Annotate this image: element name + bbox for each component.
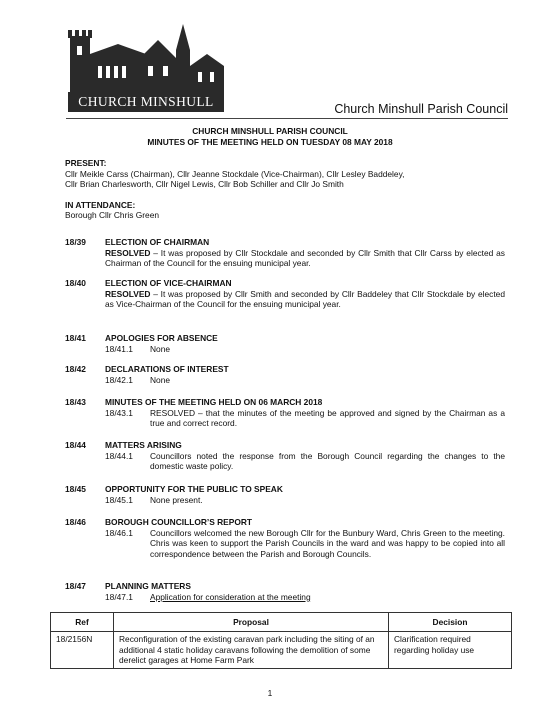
item-number: 18/42 <box>65 364 86 374</box>
sub-item <box>105 375 505 386</box>
item-heading: DECLARATIONS OF INTEREST <box>105 364 229 374</box>
resolved-label: RESOLVED <box>105 288 151 299</box>
attendance-heading: IN ATTENDANCE: <box>65 199 136 210</box>
present-heading: PRESENT: <box>65 158 107 168</box>
sub-item-text: Councillors welcomed the new Borough Cllr for the Bunbury Ward, Chris Green to the meeting. Chris was keen to support the Parish Councils in the ward and was happy to be copied into all correspondence between the Parish and Borough Councils. <box>150 527 505 559</box>
column-header-decision: Decision <box>389 613 512 632</box>
sub-item-text: None present. <box>150 494 203 505</box>
item-heading: OPPORTUNITY FOR THE PUBLIC TO SPEAK <box>105 484 283 494</box>
sub-item <box>105 592 505 603</box>
item-body <box>105 248 505 269</box>
item-number: 18/43 <box>65 397 86 407</box>
church-silhouette-icon <box>68 20 224 92</box>
item-heading: MATTERS ARISING <box>105 440 182 450</box>
present-line-2: Cllr Brian Charlesworth, Cllr Nigel Lewis, Cllr Bob Schiller and Cllr Jo Smith <box>65 179 344 190</box>
cell-proposal: Reconfiguration of the existing caravan park including the siting of an additional 4 static holiday caravans following the demolition of some derelict garages at Home Farm Park <box>114 632 389 668</box>
council-name: Church Minshull Parish Council <box>334 102 508 116</box>
present-line-1: Cllr Meikle Carss (Chairman), Cllr Jeanne Stockdale (Vice-Chairman), Cllr Lesley Baddeley, <box>65 168 405 179</box>
item-heading: ELECTION OF CHAIRMAN <box>105 237 210 247</box>
sub-item-number: 18/44.1 <box>105 450 133 461</box>
minute-item-18-44 <box>65 440 505 472</box>
item-number: 18/39 <box>65 237 86 247</box>
minute-item-18-45 <box>65 484 505 505</box>
sub-item-text: None <box>150 343 171 354</box>
minute-item-18-41 <box>65 333 505 354</box>
item-number: 18/47 <box>65 581 86 591</box>
sub-item-text: Councillors noted the response from the Borough Council regarding the changes to the domestic waste policy. <box>150 450 505 472</box>
document-title <box>0 126 540 148</box>
planning-application-link[interactable]: Application for consideration at the meeting <box>150 591 311 602</box>
minute-item-18-42 <box>65 364 505 385</box>
item-body-text: – It was proposed by Cllr Stockdale and seconded by Cllr Smith that Cllr Carss by elected as Chairman of the Council for the ensuing municipal year. <box>105 247 505 269</box>
title-line-1: CHURCH MINSHULL PARISH COUNCIL <box>192 126 348 136</box>
church-minshull-logo <box>68 20 224 112</box>
title-line-2: MINUTES OF THE MEETING HELD ON TUESDAY 08 MAY 2018 <box>147 137 393 147</box>
column-header-proposal: Proposal <box>114 613 389 632</box>
item-number: 18/46 <box>65 517 86 527</box>
cell-ref: 18/2156N <box>51 632 114 668</box>
attendance-text: Borough Cllr Chris Green <box>65 210 160 221</box>
sub-item <box>105 344 505 355</box>
table-row <box>51 632 512 668</box>
sub-item <box>105 495 505 506</box>
page-number: 1 <box>267 688 273 698</box>
table-header-row <box>51 613 512 632</box>
item-number: 18/45 <box>65 484 86 494</box>
minute-item-18-43 <box>65 397 505 429</box>
logo-text: CHURCH MINSHULL <box>68 92 224 112</box>
sub-item <box>105 528 505 560</box>
sub-item <box>105 408 505 429</box>
sub-item-number: 18/46.1 <box>105 527 133 538</box>
column-header-ref: Ref <box>51 613 114 632</box>
item-number: 18/41 <box>65 333 86 343</box>
item-heading: BOROUGH COUNCILLOR’S REPORT <box>105 517 253 527</box>
minute-item-18-39 <box>65 237 505 269</box>
sub-item-number: 18/47.1 <box>105 591 133 602</box>
sub-item-number: 18/45.1 <box>105 494 133 505</box>
sub-item-text: None <box>150 374 171 385</box>
sub-item-number: 18/43.1 <box>105 407 133 418</box>
minute-item-18-46 <box>65 517 505 559</box>
item-heading: MINUTES OF THE MEETING HELD ON 06 MARCH 2018 <box>105 397 323 407</box>
sub-item-text: RESOLVED – that the minutes of the meeting be approved and signed by the Chairman as a true and correct record. <box>150 407 505 429</box>
item-heading: APOLOGIES FOR ABSENCE <box>105 333 218 343</box>
item-body-text: – It was proposed by Cllr Smith and seconded by Cllr Baddeley that Cllr Stockdale by elected as Vice-Chairman of the Council for the ensuing municipal year. <box>105 288 505 310</box>
item-heading: ELECTION OF VICE-CHAIRMAN <box>105 278 232 288</box>
minute-item-18-47 <box>65 581 505 602</box>
item-heading: PLANNING MATTERS <box>105 581 191 591</box>
planning-table <box>50 612 512 669</box>
minute-item-18-40 <box>65 278 505 310</box>
resolved-label: RESOLVED <box>105 247 151 258</box>
sub-item <box>105 451 505 472</box>
cell-decision: Clarification required regarding holiday use <box>389 632 512 668</box>
attendance-section <box>65 158 505 221</box>
item-body <box>105 289 505 310</box>
sub-item-number: 18/41.1 <box>105 343 133 354</box>
item-number: 18/44 <box>65 440 86 450</box>
sub-item-number: 18/42.1 <box>105 374 133 385</box>
item-number: 18/40 <box>65 278 86 288</box>
header-divider <box>66 118 508 119</box>
